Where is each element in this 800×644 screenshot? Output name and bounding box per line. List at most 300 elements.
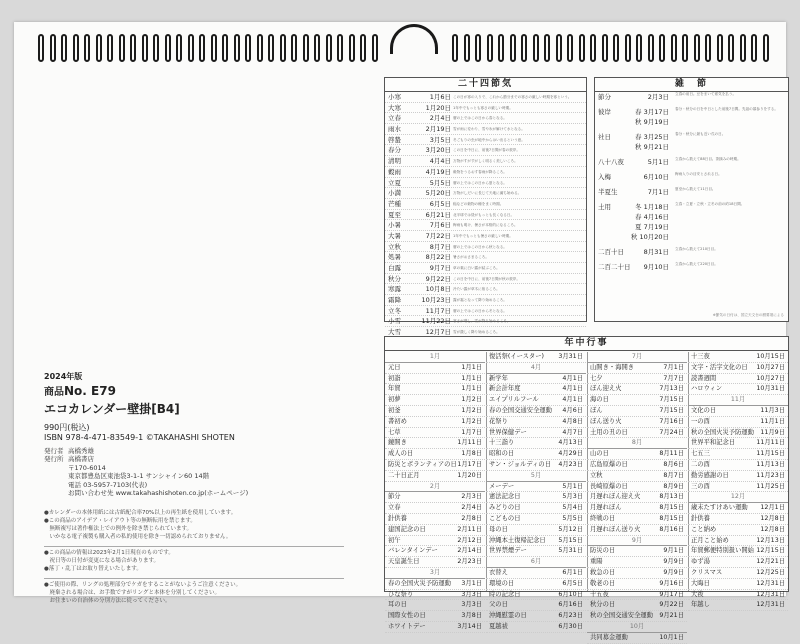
event-row (486, 546, 586, 557)
event-name: 十五夜 (590, 590, 609, 598)
event-row (688, 557, 788, 568)
event-date: 11月3日 (760, 406, 785, 414)
binding-coil (211, 34, 217, 62)
event-row (385, 622, 485, 633)
zassetsu-name: 二百二十日 (598, 263, 631, 271)
zassetsu-description: 春分・秋分に最も近い戊の日。 (675, 132, 726, 136)
publisher-row (44, 455, 364, 463)
event-date: 9月17日 (659, 590, 684, 598)
event-date: 10月27日 (756, 374, 785, 382)
event-name: 立秋 (590, 471, 603, 479)
zassetsu-name: 彼岸 (598, 108, 611, 116)
zassetsu-name: 二百十日 (598, 248, 624, 256)
sekki-name: 小寒 (388, 93, 401, 101)
event-date: 9月21日 (659, 612, 684, 620)
event-name: 終戦の日 (590, 514, 616, 522)
event-row (688, 363, 788, 374)
event-date: 8月6日 (663, 460, 684, 468)
event-row (486, 438, 586, 449)
event-name: 初詣 (388, 374, 401, 382)
event-date: 8月7日 (663, 471, 684, 479)
event-date: 9月22日 (659, 601, 684, 609)
event-date: 9月9日 (663, 558, 684, 566)
note-divider (44, 546, 344, 547)
event-name: 書初め (388, 417, 407, 425)
sekki-description: 1年中でもっとも寒さの厳しい時期。 (453, 105, 513, 110)
event-row (385, 611, 485, 622)
binding-coil (73, 34, 79, 62)
product-number (44, 384, 354, 400)
event-name: ひな祭り (388, 590, 414, 598)
event-row (486, 600, 586, 611)
sekki-name: 芒種 (388, 199, 401, 208)
sekki-title: 二十四節気 (385, 78, 586, 92)
calendar-page (14, 22, 786, 641)
usage-notes (44, 510, 354, 606)
event-name: 三の酉 (691, 482, 710, 490)
binding-coil (84, 34, 90, 62)
event-date: 2月23日 (457, 558, 482, 566)
sekki-date: 6月5日 (429, 199, 451, 208)
sekki-date: 2月4日 (429, 114, 451, 123)
event-name: 天皇誕生日 (388, 558, 420, 566)
event-name: 秋の全国火災予防運動 (691, 428, 754, 436)
zassetsu-date: 秋 9月19日 (635, 118, 669, 126)
event-row (385, 492, 485, 503)
event-name: 月遅れぼん送り火 (590, 525, 641, 533)
event-name: 十三夜 (691, 353, 710, 360)
event-name: 沖縄慰霊の日 (489, 612, 527, 620)
sekki-description: 穀物をうるおす春雨が降るころ。 (453, 169, 507, 174)
binding-coil (613, 34, 619, 62)
event-name: 歳末たすけあい運動 (691, 504, 748, 512)
binding-coil (50, 34, 56, 62)
event-name: 針供養 (388, 514, 407, 522)
event-name: こと納め (691, 525, 717, 533)
event-row (587, 374, 687, 385)
sekki-name: 立夏 (388, 178, 401, 187)
event-row (486, 428, 586, 439)
publisher-key: 発行所 (44, 455, 64, 464)
binding-coil (61, 34, 67, 62)
event-row (486, 482, 586, 493)
event-date: 12月21日 (756, 558, 785, 566)
event-date: 12月8日 (760, 514, 785, 522)
binding-coil (142, 34, 148, 62)
event-row (385, 438, 485, 449)
binding-coil (96, 34, 102, 62)
event-row (587, 568, 687, 579)
zassetsu-description: 梅雨入りの目安とされる日。 (675, 172, 722, 176)
sekki-name: 大雪 (388, 328, 401, 337)
event-name: 年賀 (388, 385, 401, 393)
sekki-description: 万物がしだいに長じて天地に満ち始める。 (453, 191, 522, 196)
event-row (587, 384, 687, 395)
event-row (385, 514, 485, 525)
event-date: 8月11日 (659, 450, 684, 458)
event-name: 勤労感謝の日 (691, 471, 729, 479)
publisher-row (44, 472, 364, 480)
event-row (688, 352, 788, 363)
event-row (486, 590, 586, 601)
event-name: 防災の日 (590, 547, 616, 555)
sekki-name: 穀雨 (388, 167, 401, 176)
event-name: 成人の日 (388, 450, 414, 458)
event-row (587, 590, 687, 601)
binding-coil (751, 34, 757, 62)
publisher-value: お問い合わせ先 www.takahashishoten.co.jp(ホームページ) (68, 489, 249, 498)
event-name: 正月こと始め (691, 536, 729, 544)
zassetsu-date: 秋 10月20日 (630, 233, 669, 241)
sekki-date: 8月7日 (429, 242, 451, 251)
event-row (587, 514, 687, 525)
binding-coil (671, 34, 677, 62)
sekki-name: 夏至 (388, 210, 401, 219)
event-row (385, 374, 485, 385)
event-row (486, 579, 586, 590)
event-row (587, 417, 687, 428)
event-date: 2月11日 (457, 525, 482, 533)
event-date: 8月15日 (659, 504, 684, 512)
binding-coil (464, 34, 470, 62)
binding-coil (245, 34, 251, 62)
sekki-row (385, 316, 586, 327)
sekki-row (385, 188, 586, 199)
zassetsu-dates (625, 172, 669, 182)
binding-coil (659, 34, 665, 62)
event-name: サン・ジョルディの日 (489, 460, 552, 468)
event-row (486, 622, 586, 633)
zassetsu-dates (625, 262, 669, 272)
month-header: 10月 (587, 622, 687, 633)
sekki-row (385, 263, 586, 274)
event-row (688, 406, 788, 417)
event-date: 5月15日 (558, 536, 583, 544)
sekki-row (385, 252, 586, 263)
event-date: 8月9日 (663, 482, 684, 490)
event-date: 5月12日 (558, 525, 583, 533)
events-column-4 (688, 352, 788, 611)
event-row (587, 449, 687, 460)
event-name: 大祓 (691, 590, 704, 598)
event-name: 長崎原爆の日 (590, 482, 628, 490)
event-date: 1月1日 (461, 385, 482, 393)
event-date: 4月6日 (562, 406, 583, 414)
event-name: 秋分の日 (590, 601, 616, 609)
zassetsu-dates (625, 187, 669, 197)
month-header: 8月 (587, 438, 687, 449)
binding-coil (188, 34, 194, 62)
event-row (688, 374, 788, 385)
event-name: 元日 (388, 363, 401, 371)
zassetsu-date: 夏 7月19日 (635, 223, 669, 231)
edition-year: 2024年版 (44, 372, 83, 381)
sekki-date: 7月22日 (425, 231, 451, 240)
sekki-description: 草の葉に白い露が結ぶころ。 (453, 266, 500, 270)
zassetsu-box (594, 77, 789, 322)
event-row (587, 600, 687, 611)
event-name: 防災とボランティアの日 (388, 460, 457, 468)
event-row (688, 514, 788, 525)
zassetsu-title: 雑 節 (595, 78, 788, 92)
sekki-name: 雨水 (388, 125, 401, 134)
sekki-description: 万物がすがすがしく明るく美しいころ。 (453, 159, 518, 164)
event-date: 8月16日 (659, 525, 684, 533)
event-name: 世界禁煙デー (489, 547, 527, 555)
zassetsu-description: 立春から数えて220日目。 (675, 262, 718, 266)
binding-coil (107, 34, 113, 62)
zassetsu-date: 7月1日 (647, 188, 669, 196)
sekki-date: 7月6日 (429, 221, 451, 230)
event-date: 1月2日 (461, 396, 482, 404)
event-date: 9月9日 (663, 568, 684, 576)
sekki-date: 5月5日 (429, 178, 451, 187)
binding-coil (314, 34, 320, 62)
event-date: 5月4日 (562, 504, 583, 512)
event-row (486, 417, 586, 428)
sekki-description: 暦の上ではこの日から春となる。 (453, 116, 507, 121)
event-name: 沖縄本土復帰記念日 (489, 536, 546, 544)
event-date: 7月24日 (659, 428, 684, 436)
event-date: 7月1日 (663, 363, 684, 371)
publisher-key (44, 489, 68, 497)
event-row (587, 395, 687, 406)
note-line: ●落丁・乱丁はお取り替えいたします。 (44, 565, 142, 572)
event-name: 鏡開き (388, 439, 407, 447)
event-row (385, 417, 485, 428)
event-date: 10月15日 (756, 353, 785, 360)
event-name: みどりの日 (489, 504, 521, 512)
event-date: 1月1日 (461, 363, 482, 371)
event-date: 7月13日 (659, 385, 684, 393)
event-row (587, 471, 687, 482)
zassetsu-description: 夏至から数えて11日目。 (675, 187, 716, 191)
sekki-date: 2月19日 (425, 125, 451, 134)
event-row (688, 428, 788, 439)
sekki-row (385, 231, 586, 242)
event-name: 世界平和記念日 (691, 439, 736, 447)
zassetsu-dates (625, 247, 669, 257)
event-row (486, 374, 586, 385)
event-date: 4月29日 (558, 450, 583, 458)
event-row (688, 546, 788, 557)
event-row (385, 546, 485, 557)
event-date: 7月15日 (659, 396, 684, 404)
sekki-name: 清明 (388, 157, 401, 166)
binding-coil (452, 34, 458, 62)
event-date: 3月31日 (558, 353, 583, 360)
event-row (688, 600, 788, 611)
event-name: 海の日 (590, 396, 609, 404)
event-row (587, 482, 687, 493)
zassetsu-description: 立春から数えて210日目。 (675, 247, 718, 251)
binding-coil (326, 34, 332, 62)
event-name: 七草 (388, 428, 401, 436)
event-name: 山開き・海開き (590, 363, 635, 371)
event-date: 8月13日 (659, 493, 684, 501)
event-date: 2月12日 (457, 536, 482, 544)
event-date: 1月20日 (457, 471, 482, 479)
note-line: お住まいの自治体の分別方法に従ってください。 (44, 597, 171, 604)
sekki-description: 雪が雨に変わり、雪や氷が解けて水となる。 (453, 127, 525, 132)
nenchu-box (384, 336, 789, 641)
event-name: 初釜 (388, 406, 401, 414)
event-name: 春の全国火災予防運動 (388, 579, 451, 587)
event-row (688, 579, 788, 590)
note-line: 祝日等の日付が変更になる場合があります。 (44, 557, 160, 564)
binding-coil (682, 34, 688, 62)
binding-coil (475, 34, 481, 62)
event-row (486, 460, 586, 471)
sekki-row (385, 92, 586, 103)
event-date: 6月16日 (558, 601, 583, 609)
event-date: 12月13日 (756, 536, 785, 544)
event-name: 世界保健デー (489, 428, 527, 436)
binding-coil (556, 34, 562, 62)
event-date: 1月2日 (461, 406, 482, 414)
event-name: 環境の日 (489, 579, 515, 587)
sekki-name: 立春 (388, 114, 401, 123)
event-date: 4月1日 (562, 396, 583, 404)
binding-coil (268, 34, 274, 62)
zassetsu-row (595, 157, 788, 172)
zassetsu-row (595, 247, 788, 262)
event-date: 1月7日 (461, 428, 482, 436)
sekki-row (385, 210, 586, 221)
zassetsu-date: 2月3日 (647, 93, 669, 101)
binding-coil (636, 34, 642, 62)
event-name: 共同募金運動 (590, 633, 628, 641)
event-row (486, 525, 586, 536)
sekki-row (385, 167, 586, 178)
binding-coil (165, 34, 171, 62)
binding-coil (510, 34, 516, 62)
event-date: 3月8日 (461, 612, 482, 620)
event-row (688, 384, 788, 395)
sekki-description: この日を中日に、前後7日間が春の彼岸。 (453, 148, 520, 153)
event-date: 2月3日 (461, 493, 482, 501)
sekki-date: 8月22日 (425, 253, 451, 262)
event-name: 七夕 (590, 374, 603, 382)
event-row (688, 482, 788, 493)
nenchu-title: 年中行事 (385, 337, 788, 351)
zassetsu-name: 節分 (598, 93, 611, 101)
zassetsu-name: 半夏生 (598, 188, 618, 196)
event-name: ホワイトデー (388, 622, 426, 630)
publisher-info (44, 447, 364, 498)
event-name: 土用の丑の日 (590, 428, 628, 436)
zassetsu-row (595, 107, 788, 132)
event-date: 11月13日 (756, 460, 785, 468)
event-date: 6月30日 (558, 622, 583, 630)
sekki-name: 啓蟄 (388, 135, 401, 144)
event-name: 母の日 (489, 525, 508, 533)
event-date: 1月1日 (461, 374, 482, 382)
binding-coil (602, 34, 608, 62)
binding-coil (705, 34, 711, 62)
binding-coil (728, 34, 734, 62)
spiral-binding (38, 34, 790, 68)
month-header: 6月 (486, 557, 586, 568)
sekki-description: 暦の上ではこの日から秋となる。 (453, 244, 507, 249)
sekki-row (385, 113, 586, 124)
event-date: 10月31日 (756, 385, 785, 393)
event-row (385, 503, 485, 514)
event-date: 10月27日 (756, 363, 785, 371)
sekki-description: この日を中日に、前後7日間が秋の彼岸。 (453, 276, 520, 281)
publisher-row (44, 481, 364, 489)
binding-coil (590, 34, 596, 62)
sekki-description: 露が霜となって降り始めるころ。 (453, 298, 507, 303)
event-row (385, 536, 485, 547)
sekki-name: 寒露 (388, 285, 401, 294)
event-date: 6月10日 (558, 590, 583, 598)
zassetsu-date: 6月10日 (643, 173, 669, 181)
event-row (688, 438, 788, 449)
sekki-name: 春分 (388, 146, 401, 155)
event-name: ハロウィン (691, 385, 723, 393)
sekki-row (385, 199, 586, 210)
event-date: 6月23日 (558, 612, 583, 620)
event-row (385, 449, 485, 460)
event-name: 月遅れぼん迎え火 (590, 493, 641, 501)
binding-coil (487, 34, 493, 62)
note-line: 無断複写は著作権法上での例外を除き禁じられています。 (44, 525, 193, 532)
sekki-description: 暑さがおさまるころ。 (453, 255, 489, 260)
zassetsu-row (595, 172, 788, 187)
note-line: 廃棄される場合は、お手数ですがリングと本体を分別してください。 (44, 589, 221, 596)
event-date: 6月5日 (562, 579, 583, 587)
month-header: 7月 (587, 352, 687, 363)
publisher-key: 発行者 (44, 447, 64, 455)
note-line: ●ご使用の際、リングの処理部分でケガをすることがないようご注意ください。 (44, 581, 242, 588)
sekki-date: 10月8日 (425, 285, 451, 294)
sekki-row (385, 103, 586, 114)
zassetsu-row (595, 132, 788, 157)
event-date: 3月14日 (457, 622, 482, 630)
event-name: 針供養 (691, 514, 710, 522)
note-line: ●この商品の情報は2023年2月1日現在のものです。 (44, 549, 174, 556)
event-name: エイプリルフール (489, 396, 539, 404)
event-row (385, 428, 485, 439)
binding-coil (717, 34, 723, 62)
event-row (587, 460, 687, 471)
binding-coil (176, 34, 182, 62)
event-date: 10月1日 (659, 633, 684, 641)
sekki-name: 霜降 (388, 296, 401, 305)
event-row (385, 579, 485, 590)
sekki-name: 大暑 (388, 231, 401, 240)
event-row (385, 557, 485, 568)
sekki-description: この日が寒の入りで、これから節分までの寒さの厳しい時期を寒という。 (453, 95, 572, 99)
event-name: クリスマス (691, 568, 723, 576)
event-date: 6月1日 (562, 568, 583, 576)
sekki-description: 暦の上ではこの日から冬となる。 (453, 308, 507, 313)
sekki-date: 6月21日 (425, 210, 451, 219)
zassetsu-dates (625, 132, 669, 152)
note-line: ●カレンダーの本体用紙には古紙配合率70%以上の再生紙を使用しています。 (44, 510, 237, 516)
binding-coil (38, 34, 44, 62)
sekki-date: 11月7日 (425, 306, 451, 315)
zassetsu-row (595, 202, 788, 247)
zassetsu-dates (625, 202, 669, 242)
event-row (385, 460, 485, 471)
event-date: 4月13日 (558, 439, 583, 447)
event-row (385, 590, 485, 601)
zassetsu-date: 8月31日 (643, 248, 669, 256)
sekki-description: 冬ごもりの虫が地中からはい出るという意。 (453, 137, 525, 142)
event-name: 敬老の日 (590, 579, 616, 587)
